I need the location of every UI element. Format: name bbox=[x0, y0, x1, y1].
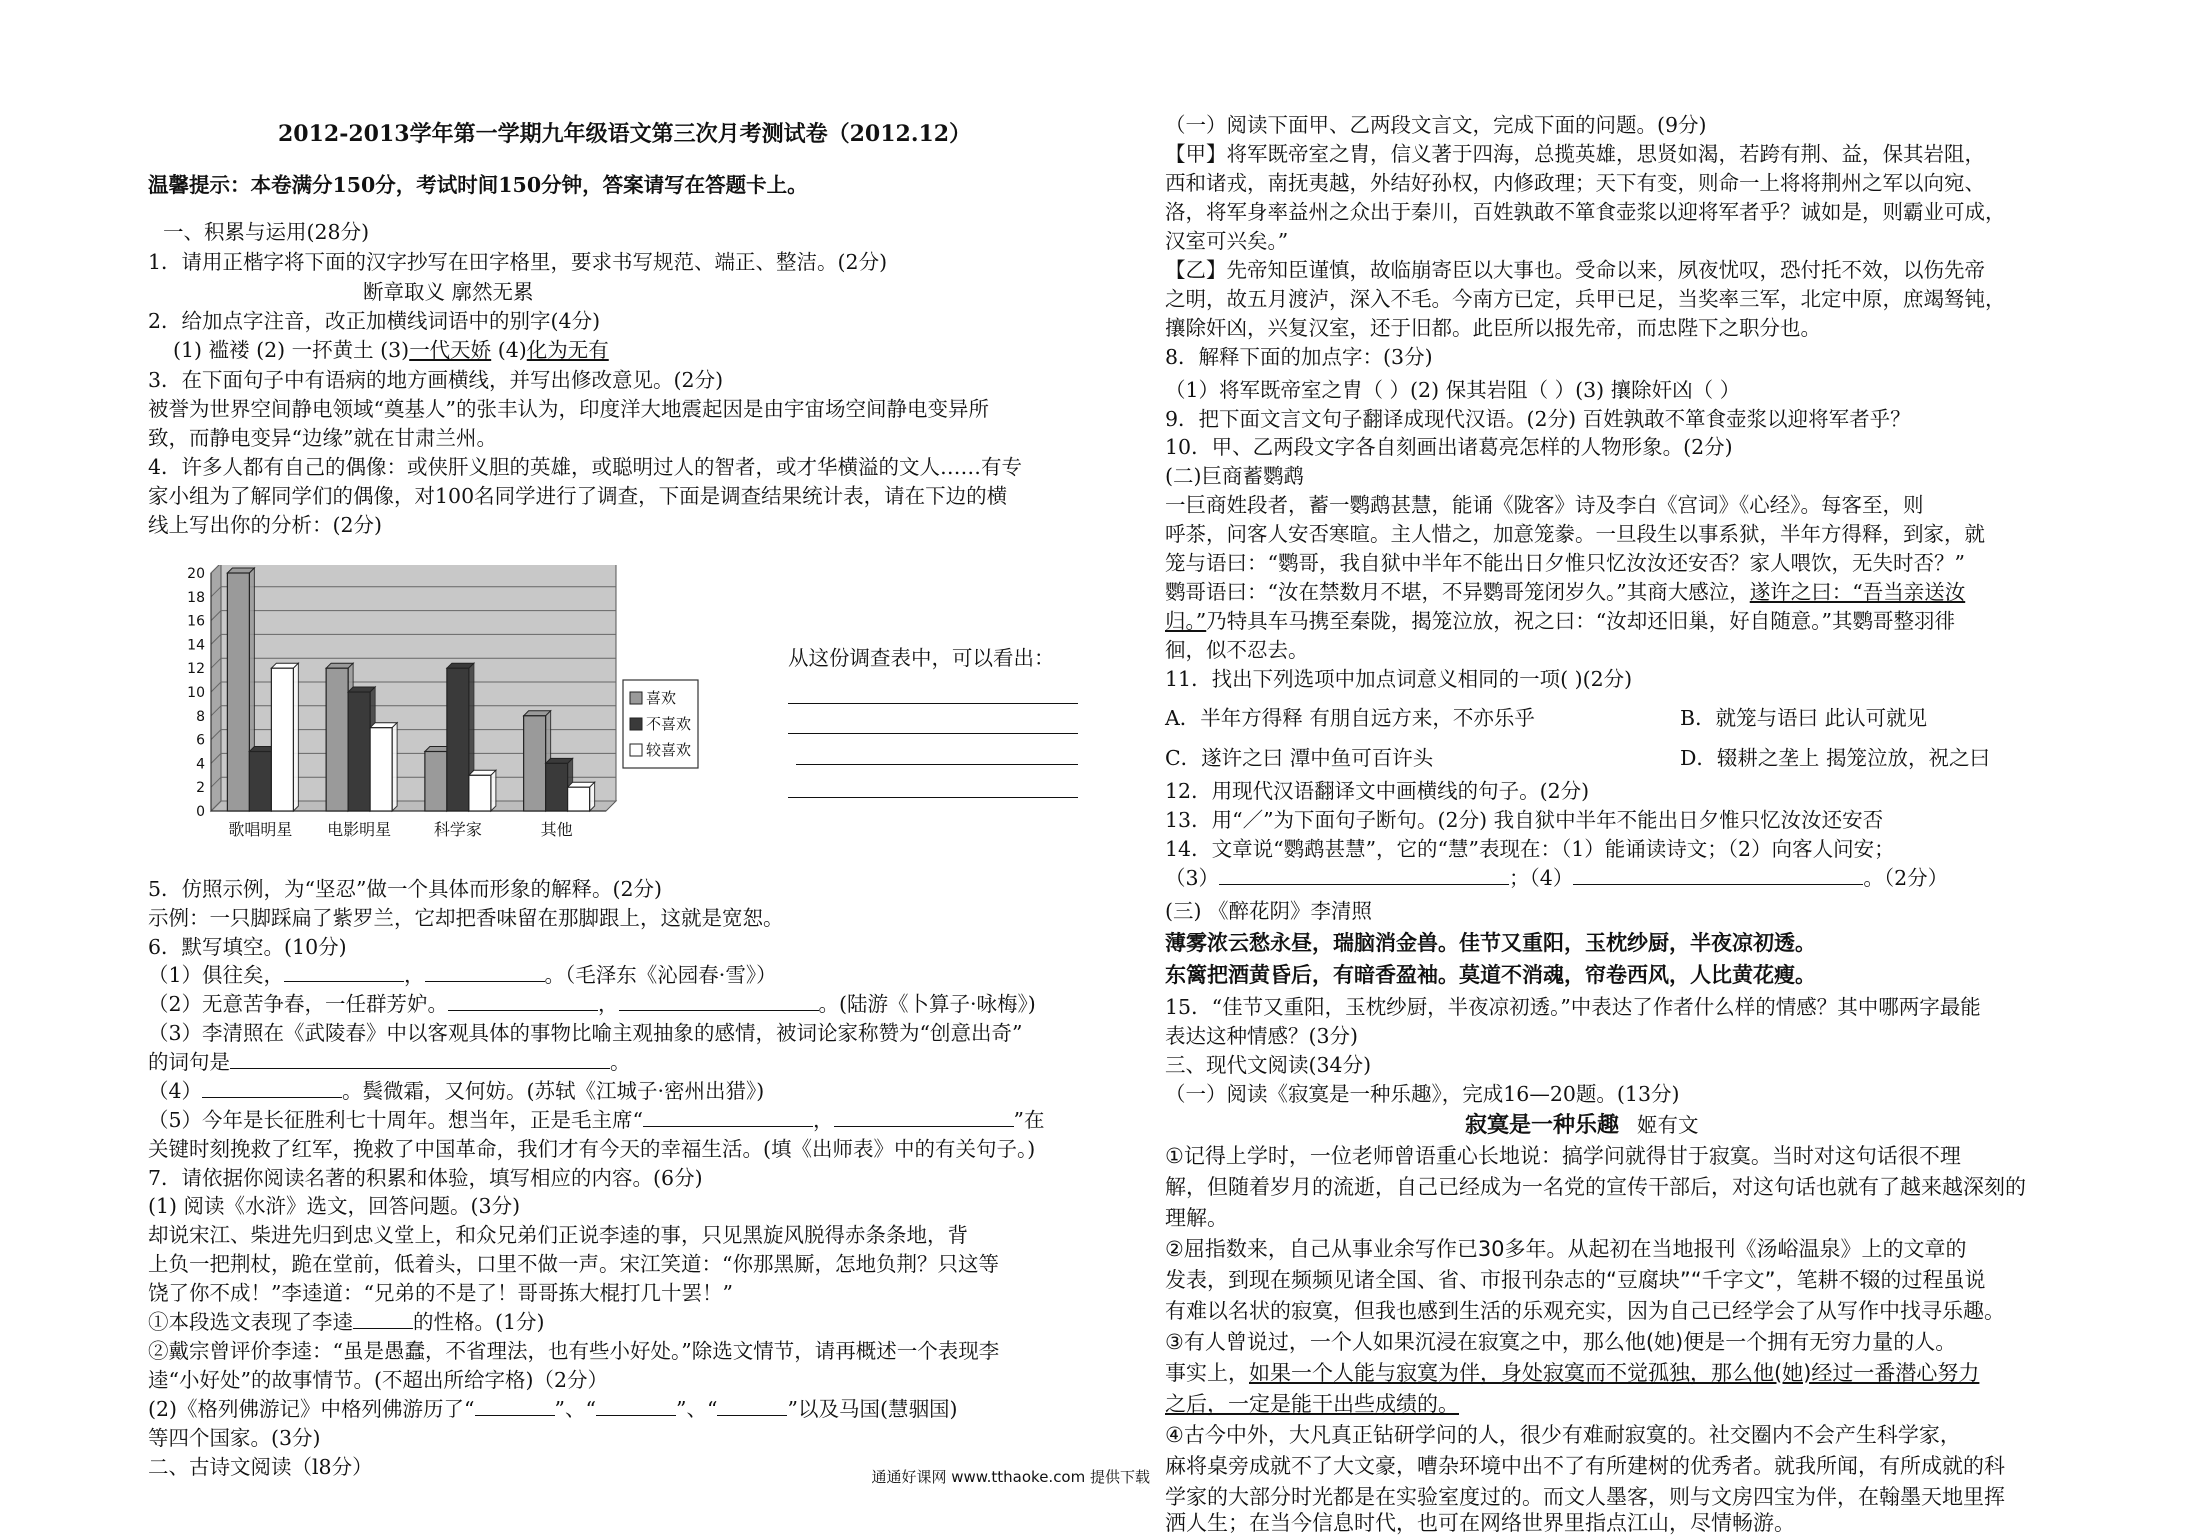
legend-label: 较喜欢 bbox=[646, 741, 692, 759]
question-7-1: (1) 阅读《水浒》选文，回答问题。(3分) bbox=[148, 1194, 521, 1218]
section-2-heading: 二、古诗文阅读（l8分） bbox=[148, 1455, 373, 1479]
fill-blank[interactable] bbox=[425, 963, 545, 982]
passage-2-line: 笼与语曰：“鹦哥，我自狱中半年不能出日夕惟只忆汝汝还安否？家人喂饮，无失时否？” bbox=[1165, 551, 1965, 575]
answer-line bbox=[788, 733, 1078, 734]
passage-jia-line: 【甲】将军既帝室之胄，信义著于四海，总揽英雄，思贤如渴，若跨有荆、益，保其岩阻， bbox=[1165, 142, 1985, 166]
legend-label: 不喜欢 bbox=[646, 715, 692, 733]
fill-blank[interactable] bbox=[475, 1397, 555, 1416]
bar-1 bbox=[425, 752, 447, 812]
question-2-items: (1) 褴褛 (2) 一抔黄土 (3)一代天娇 (4)化为无有 bbox=[173, 338, 609, 362]
question-8: 8．解释下面的加点字：(3分) bbox=[1165, 345, 1433, 369]
underlined-sentence: 遂许之曰：“吾当亲送汝 bbox=[1749, 580, 1966, 604]
underlined-sentence: 如果一个人能与寂寞为伴，身处寂寞而不觉孤独，那么他(她)经过一番潜心努力 bbox=[1249, 1361, 1980, 1385]
x-tick-label: 其他 bbox=[540, 820, 573, 839]
essay-title: 寂寞是一种乐趣 bbox=[1465, 1112, 1620, 1138]
fill-blank[interactable] bbox=[619, 992, 819, 1011]
x-tick-label: 电影明星 bbox=[327, 820, 392, 839]
question-3-sentence-line1: 被誉为世界空间静电领域“奠基人”的张丰认为，印度洋大地震起因是由宇宙场空间静电变异所 bbox=[148, 397, 989, 421]
fill-blank[interactable] bbox=[834, 1108, 1014, 1127]
y-tick-label: 8 bbox=[196, 708, 205, 725]
bar-side bbox=[590, 782, 595, 811]
passage-jia-line: 汉室可兴矣。” bbox=[1165, 229, 1289, 253]
exam-title: 2012-2013学年第一学期九年级语文第三次月考测试卷（2012.12） bbox=[278, 121, 972, 147]
question-9: 9．把下面文言文句子翻译成现代汉语。(2分) 百姓孰敢不箪食壶浆以迎将军者乎？ bbox=[1165, 407, 1911, 431]
passage-line: 上负一把荆杖，跪在堂前，低着头，口里不做一声。宋江笑道：“你那黑厮，怎地负荆？只这等 bbox=[148, 1252, 999, 1276]
question-1-words: 断章取义 廓然无累 bbox=[363, 280, 534, 304]
bar-1 bbox=[227, 573, 249, 811]
bar-2 bbox=[348, 692, 370, 811]
question-4-line2: 家小组为了解同学们的偶像，对100名同学进行了调查，下面是调查结果统计表，请在下边的横 bbox=[148, 484, 1008, 508]
fill-blank[interactable] bbox=[448, 992, 598, 1011]
question-5-example: 示例：一只脚踩扁了紫罗兰，它却把香味留在那脚跟上，这就是宽恕。 bbox=[148, 906, 784, 930]
bar-3 bbox=[469, 775, 491, 811]
reading-3-heading: (三) 《醉花阴》李清照 bbox=[1165, 899, 1373, 923]
section-1-heading: 一、积累与运用(28分) bbox=[163, 220, 370, 244]
question-7-2-cont: 等四个国家。(3分) bbox=[148, 1426, 321, 1450]
question-6-3-blank: 的词句是 。 bbox=[148, 1050, 631, 1074]
essay-line: 洒人生；在当今信息时代，也可在网络世界里指点江山，尽情畅游。 bbox=[1165, 1511, 1795, 1535]
question-8-options: （1）将军既帝室之胄（ ）(2) 保其岩阻（ ）(3) 攘除奸凶（ ） bbox=[1165, 378, 1741, 402]
passage-2-line: 归。”乃特具车马携至秦陇，揭笼泣放，祝之曰：“汝却还旧巢，好自随意。”其鹦哥整羽徘 bbox=[1165, 609, 1955, 633]
essay-line: ②屈指数来，自己从事业余写作已30多年。从起初在当地报刊《汤峪温泉》上的文章的 bbox=[1165, 1237, 1967, 1261]
y-tick-label: 20 bbox=[187, 566, 205, 582]
bar-3 bbox=[370, 728, 392, 811]
passage-2-line: 呼茶，问客人安否寒暄。主人惜之，加意笼豢。一旦段生以事系狱，半年方得释，到家，就 bbox=[1165, 522, 1985, 546]
poem-line: 东篱把酒黄昏后，有暗香盈袖。莫道不消魂，帘卷西风，人比黄花瘦。 bbox=[1165, 963, 1816, 987]
answer-line bbox=[788, 797, 1078, 798]
footer: 通通好课网 www.tthaoke.com 提供下载 bbox=[871, 1468, 1150, 1486]
section-3-heading: 三、现代文阅读(34分) bbox=[1165, 1053, 1372, 1077]
question-14-cont: （3） ；（4） 。（2分） bbox=[1165, 866, 1949, 890]
fill-blank[interactable] bbox=[202, 1079, 342, 1098]
question-7-1-sub2-cont: 逵“小好处”的故事情节。(不超出所给字格)（2分） bbox=[148, 1368, 608, 1392]
essay-line: 麻将桌旁成就不了大文豪，嘈杂环境中出不了有所建树的优秀者。就我所闻，有所成就的科 bbox=[1165, 1454, 2005, 1478]
fill-blank[interactable] bbox=[596, 1397, 676, 1416]
passage-jia-line: 洛，将军身率益州之众出于秦川，百姓孰敢不箪食壶浆以迎将军者乎？诚如是，则霸业可成， bbox=[1165, 200, 2006, 224]
question-10: 10．甲、乙两段文字各自刻画出诸葛亮怎样的人物形象。(2分) bbox=[1165, 435, 1733, 459]
passage-yi-line: 【乙】先帝知臣谨慎，故临崩寄臣以大事也。受命以来，夙夜忧叹，恐付托不效，以伤先帝 bbox=[1165, 258, 1985, 282]
passage-2-line: 徊，似不忍去。 bbox=[1165, 638, 1309, 662]
reading-1-heading: （一）阅读下面甲、乙两段文言文，完成下面的问题。(9分) bbox=[1165, 113, 1707, 137]
question-7-1-sub1: ①本段选文表现了李逵 的性格。(1分) bbox=[148, 1310, 545, 1334]
question-14: 14．文章说“鹦鹉甚慧”，它的“慧”表现在：（1）能诵读诗文；（2）向客人问安； bbox=[1165, 837, 1895, 861]
essay-line bbox=[1165, 1391, 1459, 1417]
passage-line: 饶了你不成！”李逵道：“兄弟的不是了！哥哥拣大棍打几十罢！” bbox=[148, 1281, 733, 1305]
option-b: B．就笼与语曰 此认可就见 bbox=[1680, 706, 1928, 730]
fill-blank[interactable] bbox=[643, 1108, 813, 1127]
question-3: 3．在下面句子中有语病的地方画横线，并写出修改意见。(2分) bbox=[148, 368, 724, 392]
question-15: 15．“佳节又重阳，玉枕纱厨，半夜凉初透。”中表达了作者什么样的情感？其中哪两字最能 bbox=[1165, 995, 1981, 1019]
passage-2-line: 鹦哥语曰：“汝在禁数月不堪，不异鹦哥笼闭岁久。”其商大感泣，遂许之曰：“吾当亲送汝 bbox=[1165, 580, 1966, 604]
fill-blank[interactable] bbox=[717, 1397, 787, 1416]
bar-3 bbox=[568, 787, 590, 811]
legend-label: 喜欢 bbox=[646, 689, 677, 707]
question-4-line1: 4．许多人都有自己的偶像：或侠肝义胆的英雄，或聪明过人的智者，或才华横溢的文人……有专 bbox=[148, 455, 1023, 479]
x-tick-label: 歌唱明星 bbox=[228, 820, 293, 839]
bar-side bbox=[491, 770, 496, 811]
question-6-3: （3）李清照在《武陵春》中以客观具体的事物比喻主观抽象的感情，被词论家称赞为“创意出奇” bbox=[148, 1021, 1023, 1045]
bar-1 bbox=[326, 668, 348, 811]
passage-yi-line: 攘除奸凶，兴复汉室，还于旧都。此臣所以报先帝，而忠陛下之职分也。 bbox=[1165, 316, 1821, 340]
y-tick-label: 4 bbox=[196, 756, 205, 773]
essay-line: 理解。 bbox=[1165, 1206, 1228, 1230]
question-13: 13．用“／”为下面句子断句。(2分) 我自狱中半年不能出日夕惟只忆汝汝还安否 bbox=[1165, 808, 1884, 832]
question-6-2: （2）无意苦争春，一任群芳妒。 ， 。(陆游《卜算子·咏梅》) bbox=[148, 992, 1036, 1016]
y-tick-label: 14 bbox=[187, 637, 205, 654]
option-c: C．遂许之曰 潭中鱼可百许头 bbox=[1165, 746, 1434, 770]
essay-line: 学家的大部分时光都是在实验室度过的。而文人墨客，则与文房四宝为伴，在翰墨天地里挥 bbox=[1165, 1485, 2005, 1509]
bar-2 bbox=[249, 752, 271, 812]
question-7-2: (2)《格列佛游记》中格列佛游历了“ ”、“ ”、“ ”以及马国(慧骃国) bbox=[148, 1397, 958, 1421]
underlined-sentence: 归。” bbox=[1165, 609, 1207, 633]
essay-line: ③有人曾说过，一个人如果沉浸在寂寞之中，那么他(她)便是一个拥有无穷力量的人。 bbox=[1165, 1330, 1957, 1354]
underlined-word: 化为无有 bbox=[526, 338, 609, 362]
passage-line: 却说宋江、柴进先归到忠义堂上，和众兄弟们正说李逵的事，只见黑旋风脱得赤条条地，背 bbox=[148, 1223, 968, 1247]
question-6-5: （5）今年是长征胜利七十周年。想当年，正是毛主席“ ， ”在 bbox=[148, 1108, 1045, 1132]
notice: 温馨提示：本卷满分150分，考试时间150分钟，答案请写在答题卡上。 bbox=[148, 173, 808, 197]
essay-line: 有难以名状的寂寞，但我也感到生活的乐观充实，因为自己已经学会了从写作中找寻乐趣。 bbox=[1165, 1299, 2005, 1323]
fill-blank[interactable] bbox=[230, 1050, 610, 1069]
y-tick-label: 12 bbox=[187, 661, 205, 678]
question-6-1: （1）俱往矣， ， 。（毛泽东《沁园春·雪》） bbox=[148, 963, 777, 987]
survey-bar-chart bbox=[173, 565, 783, 847]
option-d: D．辍耕之垄上 揭笼泣放，祝之曰 bbox=[1680, 746, 1990, 770]
passage-2-line: 一巨商姓段者，蓄一鹦鹉甚慧，能诵《陇客》诗及李白《宫词》《心经》。每客至，则 bbox=[1165, 493, 1924, 517]
bar-1 bbox=[524, 716, 546, 811]
question-1: 1．请用正楷字将下面的汉字抄写在田字格里，要求书写规范、端正、整洁。(2分) bbox=[148, 250, 888, 274]
passage-jia-line: 西和诸戎，南抚夷越，外结好孙权，内修政理；天下有变，则命一上将将荆州之军以向宛、 bbox=[1165, 171, 1985, 195]
question-11: 11．找出下列选项中加点词意义相同的一项( )(2分) bbox=[1165, 667, 1633, 691]
chart-side-wall bbox=[211, 565, 221, 811]
question-12: 12．用现代汉语翻译文中画横线的句子。(2分) bbox=[1165, 779, 1590, 803]
question-5: 5．仿照示例，为“坚忍”做一个具体而形象的解释。(2分) bbox=[148, 877, 663, 901]
fill-blank[interactable] bbox=[353, 1310, 413, 1329]
answer-line bbox=[788, 703, 1078, 704]
passage-yi-line: 之明，故五月渡泸，深入不毛。今南方已定，兵甲已足，当奖率三军，北定中原，庶竭驽钝， bbox=[1165, 287, 2006, 311]
y-tick-label: 6 bbox=[196, 732, 205, 749]
legend-swatch bbox=[630, 692, 642, 704]
y-tick-label: 0 bbox=[196, 804, 205, 820]
fill-blank[interactable] bbox=[1219, 866, 1509, 885]
x-tick-label: 科学家 bbox=[433, 820, 482, 839]
legend-swatch bbox=[630, 718, 642, 730]
analysis-prompt: 从这份调查表中，可以看出： bbox=[788, 646, 1055, 670]
bar-side bbox=[392, 723, 397, 811]
essay-title-line bbox=[1465, 1112, 1699, 1138]
essay-line: ①记得上学时，一位老师曾语重心长地说：搞学问就得甘于寂寞。当时对这句话很不理 bbox=[1165, 1144, 1961, 1168]
fill-blank[interactable] bbox=[284, 963, 404, 982]
essay-line: ④古今中外，大凡真正钻研学问的人，很少有难耐寂寞的。社交圈内不会产生科学家， bbox=[1165, 1423, 1961, 1447]
bar-side bbox=[293, 663, 298, 811]
option-a: A．半年方得释 有朋自远方来，不亦乐乎 bbox=[1165, 706, 1535, 730]
bar-2 bbox=[546, 763, 568, 811]
question-7: 7．请依据你阅读名著的积累和体验，填写相应的内容。(6分) bbox=[148, 1166, 703, 1190]
y-tick-label: 2 bbox=[196, 780, 205, 797]
question-6-4: （4） 。鬓微霜，又何妨。(苏轼《江城子·密州出猎》) bbox=[148, 1079, 765, 1103]
bar-3 bbox=[271, 668, 293, 811]
answer-line bbox=[796, 764, 1078, 765]
essay-author: 姬有文 bbox=[1637, 1113, 1699, 1137]
essay-line: 发表，到现在频频见诸全国、省、市报刊杂志的“豆腐块”“千字文”，笔耕不辍的过程虽说 bbox=[1165, 1268, 1986, 1292]
underlined-word: 一代天娇 bbox=[409, 338, 492, 362]
question-15-cont: 表达这种情感？(3分) bbox=[1165, 1024, 1359, 1048]
essay-intro: （一）阅读《寂寞是一种乐趣》，完成16—20题。(13分) bbox=[1165, 1082, 1680, 1106]
y-tick-label: 16 bbox=[187, 613, 205, 630]
y-tick-label: 10 bbox=[187, 685, 205, 701]
essay-line: 事实上，如果一个人能与寂寞为伴，身处寂寞而不觉孤独，那么他(她)经过一番潜心努力 bbox=[1165, 1361, 1980, 1385]
question-6: 6．默写填空。(10分) bbox=[148, 935, 347, 959]
reading-2-heading: (二)巨商蓄鹦鹉 bbox=[1165, 464, 1304, 488]
question-2: 2．给加点字注音，改正加横线词语中的别字(4分) bbox=[148, 309, 601, 333]
bar-2 bbox=[447, 668, 469, 811]
question-3-sentence-line2: 致，而静电变异“边缘”就在甘肃兰州。 bbox=[148, 426, 497, 450]
question-7-1-sub2: ②戴宗曾评价李逵：“虽是愚蠢，不省理法，也有些小好处。”除选文情节，请再概述一个表现李 bbox=[148, 1339, 1000, 1363]
question-4-line3: 线上写出你的分析：(2分) bbox=[148, 513, 383, 537]
essay-line: 解，但随着岁月的流逝，自己已经成为一名党的宣传干部后，对这句话也就有了越来越深刻的 bbox=[1165, 1175, 2026, 1199]
underlined-sentence: 之后，一定是能干出些成绩的。 bbox=[1165, 1392, 1459, 1416]
poem-line: 薄雾浓云愁永昼，瑞脑消金兽。佳节又重阳，玉枕纱厨，半夜凉初透。 bbox=[1165, 931, 1816, 955]
y-tick-label: 18 bbox=[187, 589, 205, 606]
fill-blank[interactable] bbox=[1573, 866, 1863, 885]
legend-swatch bbox=[630, 744, 642, 756]
question-6-5-cont: 关键时刻挽救了红军，挽救了中国革命，我们才有今天的幸福生活。(填《出师表》中的有关句子。) bbox=[148, 1137, 1036, 1161]
